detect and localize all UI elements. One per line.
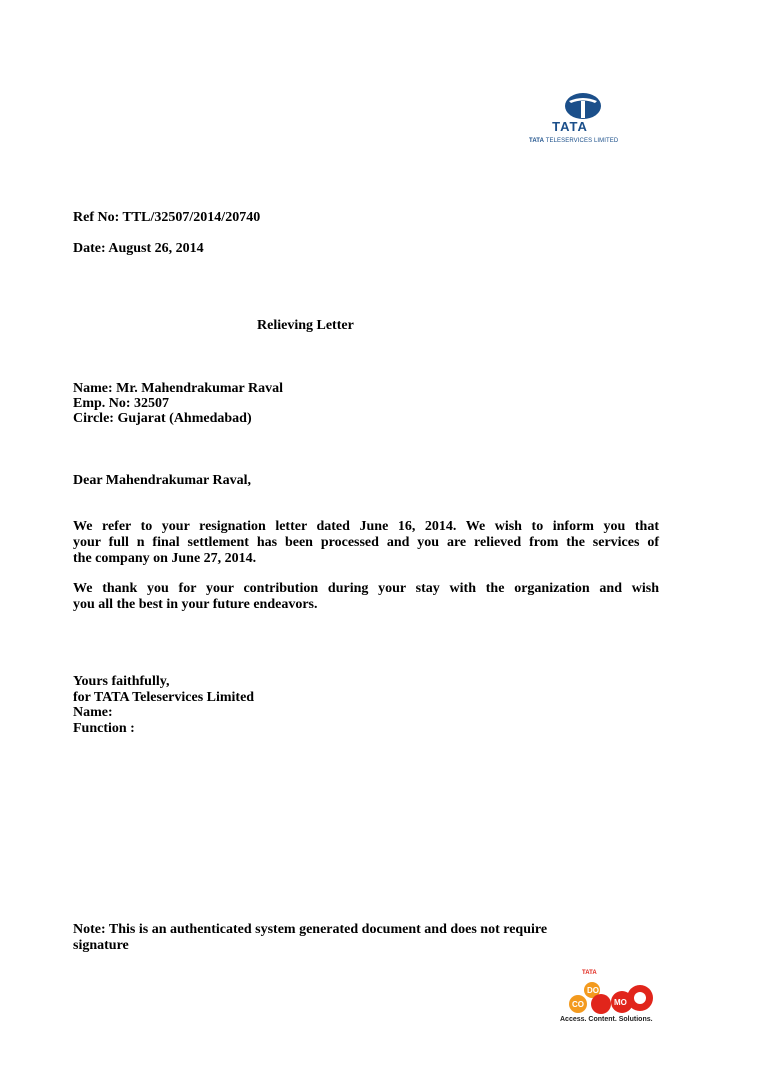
para1-line3: the company on June 27, 2014. xyxy=(73,551,257,566)
tata-wordmark: TATA xyxy=(552,119,588,134)
docomo-mo: MO xyxy=(614,998,627,1007)
para1-line1: We refer to your resignation letter dated June 16, 2014. We wish to inform you that xyxy=(73,519,659,534)
docomo-co: CO xyxy=(572,1000,584,1009)
docomo-tata-label: TATA xyxy=(582,970,597,976)
signatory-function: Function : xyxy=(73,721,135,736)
tata-emblem-icon xyxy=(564,92,602,120)
tata-logo xyxy=(527,90,647,150)
closing: Yours faithfully, xyxy=(73,674,170,689)
employee-circle: Circle: Gujarat (Ahmedabad) xyxy=(73,411,252,426)
company-name xyxy=(529,138,618,144)
for-company: for TATA Teleservices Limited xyxy=(73,690,255,705)
company-prefix: TATA xyxy=(529,138,545,144)
note-line-2: signature xyxy=(73,938,129,953)
employee-number: Emp. No: 32507 xyxy=(73,396,170,411)
letter-date: Date: August 26, 2014 xyxy=(73,241,204,256)
salutation: Dear Mahendrakumar Raval, xyxy=(73,473,251,488)
employee-name: Name: Mr. Mahendrakumar Raval xyxy=(73,381,283,396)
docomo-logo xyxy=(560,968,660,1030)
para2-line1: We thank you for your contribution during your stay with the organization and wish xyxy=(73,581,659,596)
docomo-do: DO xyxy=(587,986,599,995)
note-line-1: Note: This is an authenticated system generated document and does not require xyxy=(73,922,548,937)
docomo-tagline: Access. Content. Solutions. xyxy=(560,1016,653,1023)
para1-line2: your full n final settlement has been processed and you are relieved from the services of xyxy=(73,535,659,550)
docomo-mark-icon xyxy=(564,976,656,1016)
body-paragraph-1 xyxy=(73,519,659,567)
body-paragraph-2 xyxy=(73,581,659,613)
reference-number: Ref No: TTL/32507/2014/20740 xyxy=(73,210,261,225)
letter-title: Relieving Letter xyxy=(257,318,354,333)
company-rest: TELESERVICES LIMITED xyxy=(545,138,619,144)
signatory-name: Name: xyxy=(73,705,113,720)
para2-line2: you all the best in your future endeavors. xyxy=(73,597,318,612)
